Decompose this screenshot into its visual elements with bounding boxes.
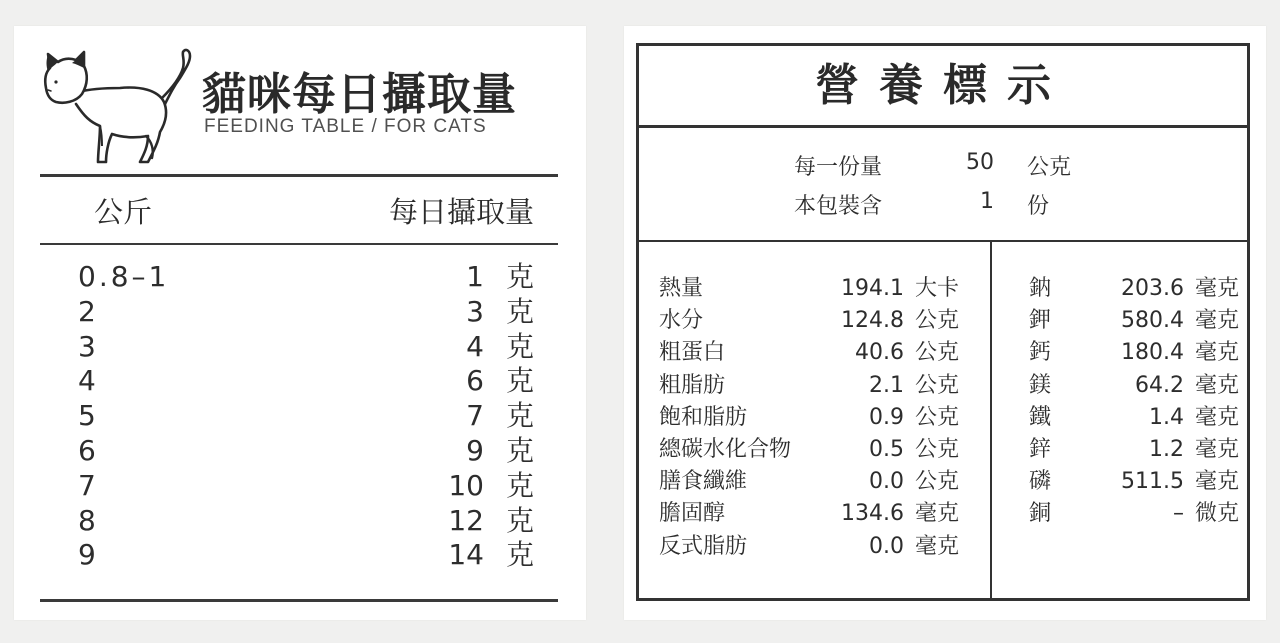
- mineral-label: 銅: [1029, 501, 1052, 527]
- grams-value: 6: [466, 364, 484, 398]
- mineral-unit: 微克: [1194, 501, 1239, 527]
- feeding-row: [78, 364, 534, 399]
- servings-unit: 份: [1027, 194, 1050, 219]
- mineral-value: 64.2: [1135, 372, 1184, 398]
- mineral-unit: 毫克: [1194, 340, 1239, 366]
- nutrient-unit: 毫克: [914, 501, 959, 527]
- servings-label: 本包裝含: [794, 194, 883, 219]
- feeding-row: [78, 330, 534, 365]
- nutrient-value: 124.8: [841, 308, 904, 334]
- mineral-unit: 毫克: [1194, 308, 1239, 334]
- feeding-row: [78, 538, 534, 573]
- grams-value: 1: [466, 260, 484, 293]
- mineral-label: 鉀: [1029, 308, 1052, 334]
- weight-value: 3: [78, 329, 99, 363]
- grams-unit: 克: [505, 538, 534, 572]
- divider-header: [40, 243, 558, 245]
- nutrient-unit: 公克: [914, 404, 959, 430]
- mineral-row: [1029, 466, 1239, 498]
- nutrition-title: 營養標示: [815, 60, 1071, 111]
- mineral-label: 鋅: [1029, 436, 1052, 462]
- mineral-label: 鈣: [1029, 340, 1052, 366]
- nutrient-label: 飽和脂肪: [659, 404, 748, 430]
- nutrient-row: [659, 498, 959, 530]
- column-header-daily-amount: 每日攝取量: [388, 195, 534, 229]
- mineral-value: 180.4: [1121, 340, 1184, 366]
- divider-top: [40, 174, 558, 177]
- nutrient-row: [659, 466, 959, 498]
- nutrient-row: [659, 531, 959, 563]
- feeding-rows: [78, 260, 534, 573]
- mineral-label: 鈉: [1029, 276, 1052, 301]
- grams-value: 12: [448, 503, 484, 537]
- grams-unit: 克: [505, 468, 534, 502]
- nutrient-label: 粗脂肪: [659, 372, 726, 398]
- mineral-row: [1029, 273, 1239, 305]
- weight-value: 8: [78, 503, 99, 537]
- mineral-unit: 毫克: [1194, 469, 1239, 495]
- mineral-value: 1.4: [1149, 404, 1184, 430]
- serving-label: 每一份量: [794, 155, 883, 180]
- weight-value: 7: [78, 468, 99, 502]
- mineral-row: [1029, 434, 1239, 466]
- feeding-row: [78, 260, 534, 295]
- weight-value: 6: [78, 433, 99, 467]
- mineral-value: 1.2: [1149, 436, 1184, 462]
- nutrient-label: 反式脂肪: [659, 533, 748, 559]
- mineral-value: –: [1173, 501, 1184, 527]
- grams-unit: 克: [505, 329, 534, 363]
- mineral-value: 511.5: [1121, 469, 1184, 495]
- nutrient-row: [659, 337, 959, 369]
- mineral-label: 磷: [1029, 469, 1052, 495]
- nutrient-unit: 公克: [914, 308, 959, 334]
- servings-value: 1: [980, 189, 994, 214]
- nutrient-value: 0.0: [869, 533, 904, 559]
- mineral-unit: 毫克: [1194, 404, 1239, 430]
- feeding-row: [78, 504, 534, 539]
- nutrient-row: [659, 434, 959, 466]
- grams-value: 10: [448, 468, 484, 502]
- grams-unit: 克: [505, 503, 534, 537]
- nutrient-unit: 公克: [914, 372, 959, 398]
- divider-title: [639, 125, 1247, 128]
- nutrient-value: 2.1: [869, 372, 904, 398]
- mineral-row: [1029, 370, 1239, 402]
- serving-size-row: [794, 150, 994, 180]
- feeding-row: [78, 399, 534, 434]
- weight-value: 2: [78, 294, 99, 328]
- nutrient-label: 膽固醇: [659, 501, 726, 527]
- grams-value: 9: [466, 433, 484, 467]
- nutrient-row: [659, 370, 959, 402]
- mineral-unit: 毫克: [1194, 276, 1239, 301]
- divider-columns: [990, 241, 992, 601]
- nutrient-label: 粗蛋白: [659, 340, 726, 366]
- feeding-row: [78, 469, 534, 504]
- nutrient-label: 總碳水化合物: [659, 436, 792, 462]
- nutrient-row: [659, 305, 959, 337]
- grams-unit: 克: [505, 399, 534, 433]
- feeding-row: [78, 295, 534, 330]
- nutrition-frame: [636, 43, 1250, 601]
- nutrient-value: 40.6: [855, 340, 904, 366]
- grams-unit: 克: [505, 433, 534, 467]
- weight-value: 5: [78, 399, 99, 433]
- mineral-unit: 毫克: [1194, 436, 1239, 462]
- feeding-table-card: [14, 26, 586, 620]
- mineral-row: [1029, 498, 1239, 530]
- serving-value: 50: [966, 150, 994, 175]
- weight-value: 4: [78, 364, 99, 398]
- feeding-title: 貓咪每日攝取量: [202, 69, 517, 120]
- grams-unit: 克: [505, 260, 534, 293]
- grams-value: 14: [448, 538, 484, 572]
- grams-unit: 克: [505, 294, 534, 328]
- cat-illustration-icon: [40, 46, 200, 170]
- divider-serving: [639, 240, 1247, 242]
- weight-value: 9: [78, 538, 99, 572]
- weight-value: 0.8–1: [78, 260, 170, 293]
- nutrient-label: 膳食纖維: [659, 469, 748, 495]
- mineral-label: 鐵: [1029, 404, 1052, 430]
- mineral-value: 580.4: [1121, 308, 1184, 334]
- mineral-row: [1029, 337, 1239, 369]
- serving-unit: 公克: [1027, 155, 1072, 180]
- mineral-row: [1029, 402, 1239, 434]
- nutrient-value: 0.9: [869, 404, 904, 430]
- column-header-weight: 公斤: [94, 195, 153, 229]
- feeding-subtitle: FEEDING TABLE / FOR CATS: [204, 116, 487, 137]
- mineral-row: [1029, 305, 1239, 337]
- grams-value: 3: [466, 294, 484, 328]
- nutrient-list-right: [1029, 273, 1239, 531]
- nutrient-list-left: [659, 273, 959, 563]
- nutrient-value: 0.0: [869, 469, 904, 495]
- nutrient-unit: 公克: [914, 340, 959, 366]
- nutrient-unit: 大卡: [914, 276, 959, 301]
- nutrient-value: 0.5: [869, 436, 904, 462]
- mineral-label: 鎂: [1029, 372, 1052, 398]
- divider-bottom: [40, 599, 558, 602]
- nutrient-row: [659, 273, 959, 305]
- grams-value: 4: [466, 329, 484, 363]
- nutrient-unit: 公克: [914, 436, 959, 462]
- nutrient-row: [659, 402, 959, 434]
- servings-per-package-row: [794, 189, 994, 219]
- grams-value: 7: [466, 399, 484, 433]
- nutrient-value: 194.1: [841, 276, 904, 301]
- nutrient-value: 134.6: [841, 501, 904, 527]
- grams-unit: 克: [505, 364, 534, 398]
- nutrition-facts-card: [624, 26, 1266, 620]
- nutrient-unit: 公克: [914, 469, 959, 495]
- mineral-value: 203.6: [1121, 276, 1184, 301]
- feeding-row: [78, 434, 534, 469]
- nutrient-label: 水分: [659, 308, 704, 334]
- nutrient-unit: 毫克: [914, 533, 959, 559]
- mineral-unit: 毫克: [1194, 372, 1239, 398]
- nutrient-label: 熱量: [659, 276, 704, 301]
